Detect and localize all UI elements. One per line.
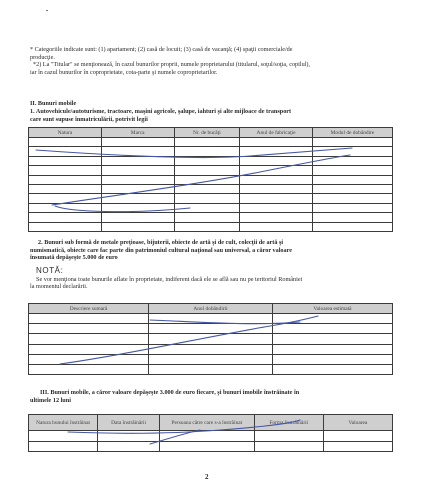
item1-heading-cont: care sunt supuse înmatriculării, potrivit legii [30,115,148,123]
table-row [29,138,393,147]
nota-text-cont: la momentul declarării. [30,283,88,290]
column-header-forma: Forma înstrăinării [254,415,323,431]
nota-label: NOTĂ: [36,266,64,275]
table-row [29,175,393,184]
alienated-assets-table [28,414,393,452]
column-header-persoana: Persoana către care s-a înstrăinat [160,415,255,431]
table-row [29,344,393,354]
table-row [29,354,393,364]
nota-text: Se vor menţiona toate bunurile aflate în proprietate, indiferent dacă ele se află sau nu pe teritoriul României [36,275,303,283]
column-header-natura: Natura [29,128,102,138]
table-header-row [29,128,393,138]
valuables-table [28,303,393,375]
table-header-row [29,415,393,431]
section-heading-instrainate: III. Bunuri mobile, a căror valoare depăşeşte 3.000 de euro fiecare, şi bunuri imobile înstrăinate în [40,389,300,396]
column-header-mod-dobandire: Modul de dobândire [312,128,392,138]
table-row [29,314,393,324]
column-header-an-dobandire: Anul dobândirii [149,304,273,314]
footnote-categories: * Categoriile indicate sunt: (1) apartament; (2) casă de locuit; (3) casă de vacanţă; (4) spaţii comerciale/de [30,46,293,53]
item2-heading: 2. Bunuri sub formă de metale preţioase, bijuterii, obiecte de artă şi de cult, colecţii de artă şi [38,239,284,246]
footnote-titular-cont: iar în cazul bunurilor în coproprietate, cota-parte şi numele coproprietarilor. [30,68,218,76]
table-row [29,324,393,334]
column-header-marca: Marca [101,128,174,138]
table-row [29,431,393,442]
page-number: 2 [205,473,209,481]
footnote-categories-cont: producţie. [30,53,55,61]
scan-speck [46,10,48,11]
section-heading-instrainate-cont: ultimele 12 luni [30,396,71,404]
column-header-descriere: Descriere sumară [29,304,149,314]
item2-heading-cont2: însumată depăşeşte 5.000 de euro [30,254,118,261]
table-row [29,441,393,452]
footnote-titular: *2) La "Titular" se menţionează, în cazul bunurilor proprii, numele proprietarului (titularul, soţul/soţia, copilul), [33,61,311,68]
table-row [29,166,393,175]
table-row [29,334,393,344]
column-header-an-fabricatie: Anul de fabricaţie [240,128,313,138]
column-header-valoarea: Valoarea [323,415,392,431]
item2-heading-cont: numismatică, obiecte care fac parte din patrimoniul cultural naţional sau universal, a căror valoare [30,246,292,254]
table-row [29,194,393,203]
item1-heading: 1. Autovehicule/autoturisme, tractoare, maşini agricole, şalupe, iahturi şi alte mijloace de transport [30,108,292,115]
table-row [29,364,393,374]
column-header-nr-bucati: Nr. de bucăţi [174,128,240,138]
table-row [29,213,393,222]
vehicles-table [28,127,393,232]
table-row [29,184,393,193]
table-row [29,203,393,212]
section-heading-bunuri-mobile: II. Bunuri mobile [30,100,77,107]
table-row [29,147,393,156]
table-row [29,156,393,165]
column-header-data-instrainarii: Data înstrăinării [98,415,160,431]
table-header-row [29,304,393,314]
column-header-valoare-estimata: Valoarea estimată [272,304,392,314]
table-row [29,222,393,231]
column-header-natura-bun: Natura bunului înstrăinat [29,415,98,431]
